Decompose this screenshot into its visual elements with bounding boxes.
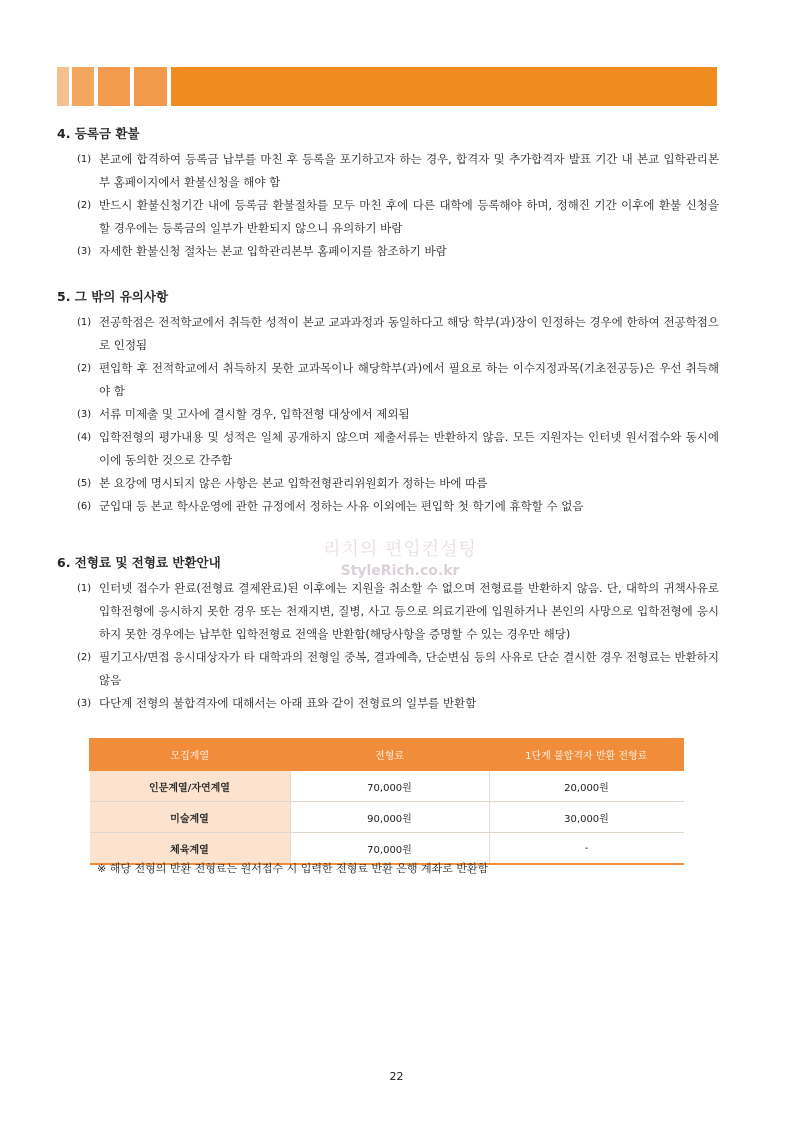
header-block-main xyxy=(171,67,717,106)
item-text: 편입학 후 전적학교에서 취득하지 못한 교과목이나 해당학부(과)에서 필요로 하는 이수지정과목(기초전공등)은 우선 취득해야 함 xyxy=(99,361,719,398)
item-text: 인터넷 접수가 완료(전형료 결제완료)된 이후에는 지원을 취소할 수 없으며 전형료를 반환하지 않음. 단, 대학의 귀책사유로 입학전형에 응시하지 못한 경우 또는 천재지변, 질병, 사고 등으로 의료기관에 입원하거나 본인의 사망으로 입학전형에 응시하지 못한 경우에는 납부한 입학전형료 전액을 반환함(해당사항을 증명할 수 있는 경우만 해당) xyxy=(99,581,719,641)
item-number: (2) xyxy=(77,363,92,374)
item-text: 군입대 등 본교 학사운영에 관한 규정에서 정하는 사유 이외에는 편입학 첫 학기에 휴학할 수 없음 xyxy=(99,499,584,513)
table-cell: 30,000원 xyxy=(489,802,684,833)
item-number: (3) xyxy=(77,246,92,257)
item-number: (4) xyxy=(77,432,92,443)
item-text: 서류 미제출 및 고사에 결시할 경우, 입학전형 대상에서 제외됨 xyxy=(99,407,410,421)
item-text: 반드시 환불신청기간 내에 등록금 환불절차를 모두 마친 후에 다른 대학에 등록해야 하며, 정해진 기간 이후에 환불 신청을 할 경우에는 등록금의 일부가 반환되지 않으니 유의하기 바람 xyxy=(99,198,719,235)
list-item xyxy=(57,646,719,692)
list-item xyxy=(57,357,719,403)
list-item xyxy=(57,240,719,263)
header-bar xyxy=(57,67,717,106)
table-note: ※ 해당 전형의 반환 전형료는 원서접수 시 입력한 전형료 반환 은행 계좌로 반환함 xyxy=(97,862,489,875)
list-item xyxy=(57,577,719,646)
table-cell: 90,000원 xyxy=(290,802,489,833)
table-cell: 70,000원 xyxy=(290,771,489,802)
header-block-3 xyxy=(98,67,130,106)
item-text: 전공학점은 전적학교에서 취득한 성적이 본교 교과과정과 동일하다고 해당 학부(과)장이 인정하는 경우에 한하여 전공학점으로 인정됨 xyxy=(99,315,719,352)
table-header: 모집계열 xyxy=(90,739,291,771)
item-text: 본교에 합격하여 등록금 납부를 마친 후 등록을 포기하고자 하는 경우, 합격자 및 추가합격자 발표 기간 내 본교 입학관리본부 홈페이지에서 환불신청을 해야 함 xyxy=(99,152,719,189)
section-fees xyxy=(57,555,719,715)
list-item xyxy=(57,403,719,426)
item-number: (1) xyxy=(77,583,92,594)
table-header: 전형료 xyxy=(290,739,489,771)
item-text: 필기고사/면접 응시대상자가 타 대학과의 전형일 중복, 결과예측, 단순변심 등의 사유로 단순 결시한 경우 전형료는 반환하지 않음 xyxy=(99,650,719,687)
header-block-2 xyxy=(72,67,94,106)
section-title: 4. 등록금 환불 xyxy=(57,126,140,141)
item-text: 다단계 전형의 불합격자에 대해서는 아래 표와 같이 전형료의 일부를 반환함 xyxy=(99,696,477,710)
list-item xyxy=(57,495,719,518)
watermark-line2: StyleRich.co.kr xyxy=(340,563,460,579)
section-title: 5. 그 밖의 유의사항 xyxy=(57,289,169,304)
table-header: 1단계 불합격자 반환 전형료 xyxy=(489,739,684,771)
list-item xyxy=(57,194,719,240)
table-cell: 70,000원 xyxy=(290,833,489,865)
list-item xyxy=(57,148,719,194)
list-item xyxy=(57,692,719,715)
list-item xyxy=(57,472,719,495)
table-row xyxy=(90,802,684,833)
item-number: (5) xyxy=(77,478,92,489)
table-cell-category: 체육계열 xyxy=(90,833,291,865)
page-number: 22 xyxy=(389,1070,404,1083)
list-item xyxy=(57,426,719,472)
table-row xyxy=(90,771,684,802)
table-cell-category: 인문계열/자연계열 xyxy=(90,771,291,802)
header-block-1 xyxy=(57,67,69,106)
table-cell: - xyxy=(489,833,684,865)
item-number: (1) xyxy=(77,317,92,328)
table-cell-category: 미술계열 xyxy=(90,802,291,833)
item-number: (3) xyxy=(77,409,92,420)
item-text: 본 요강에 명시되지 않은 사항은 본교 입학전형관리위원회가 정하는 바에 따름 xyxy=(99,476,488,490)
header-block-4 xyxy=(134,67,167,106)
section-title: 6. 전형료 및 전형료 반환안내 xyxy=(57,555,221,570)
item-number: (1) xyxy=(77,154,92,165)
item-text: 입학전형의 평가내용 및 성적은 일체 공개하지 않으며 제출서류는 반환하지 않음. 모든 지원자는 인터넷 원서접수와 동시에 이에 동의한 것으로 간주함 xyxy=(99,430,719,467)
item-number: (2) xyxy=(77,200,92,211)
table-header-row xyxy=(90,739,684,771)
fee-table xyxy=(89,738,684,865)
table-cell: 20,000원 xyxy=(489,771,684,802)
item-text: 자세한 환불신청 절차는 본교 입학관리본부 홈페이지를 참조하기 바람 xyxy=(99,244,447,258)
list-item xyxy=(57,311,719,357)
section-notes xyxy=(57,289,719,518)
item-number: (2) xyxy=(77,652,92,663)
item-number: (6) xyxy=(77,501,92,512)
watermark-line1: 리치의 편입컨설팅 xyxy=(323,539,477,560)
item-number: (3) xyxy=(77,698,92,709)
section-refund xyxy=(57,126,719,263)
